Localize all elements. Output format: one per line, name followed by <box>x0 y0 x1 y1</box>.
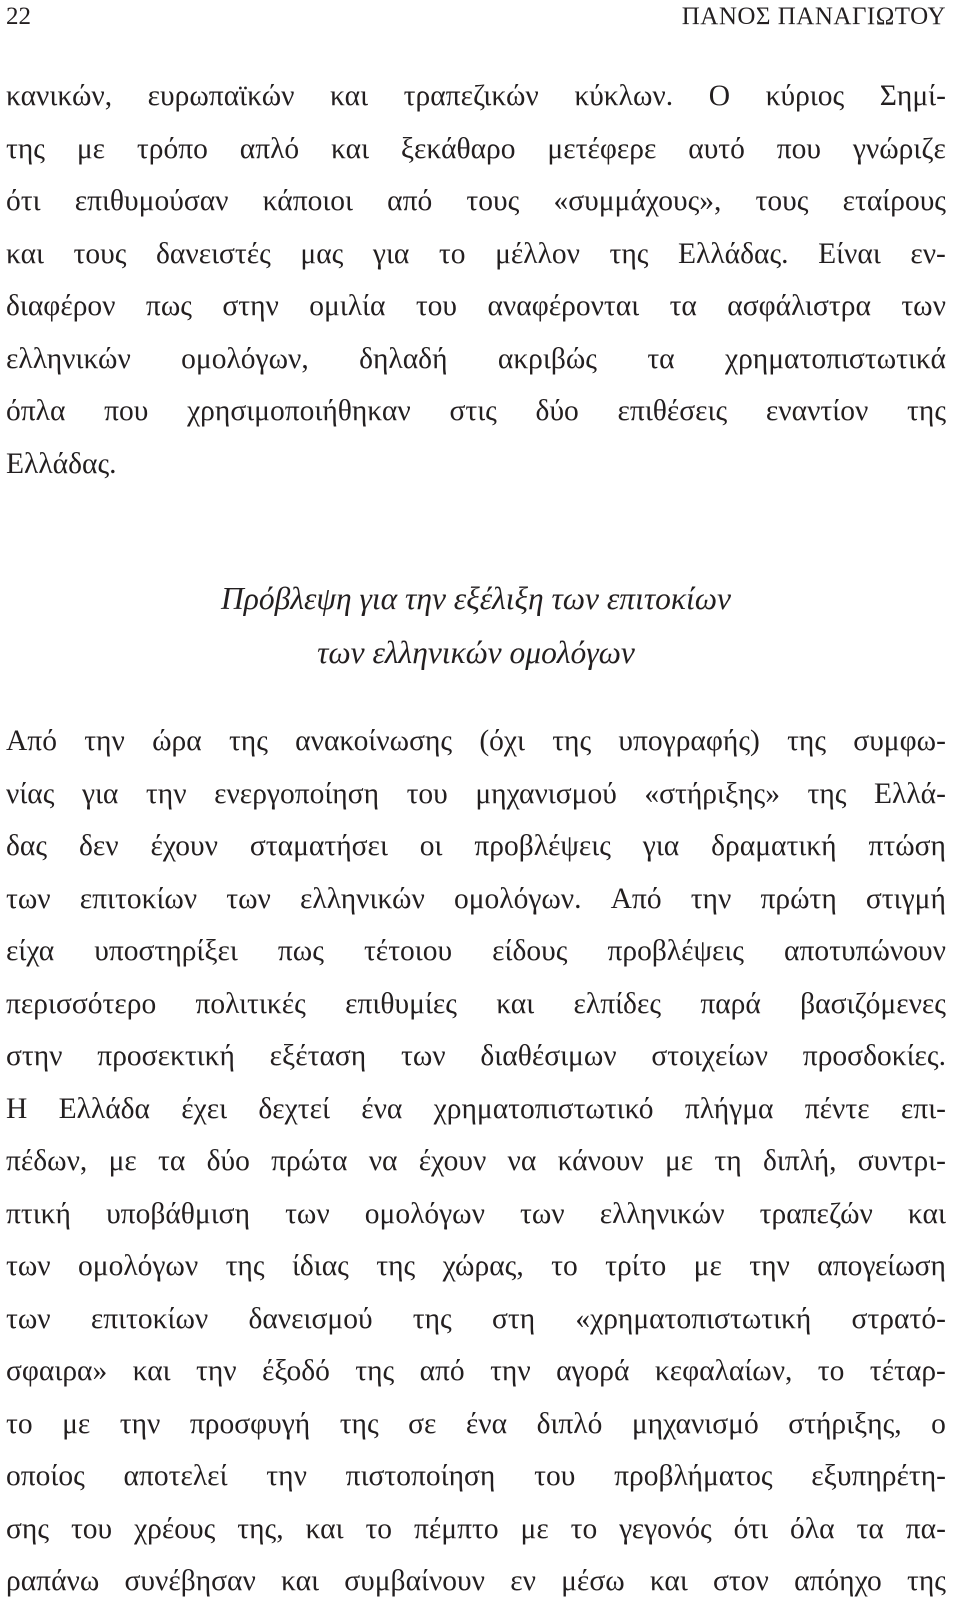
word: κάνουν <box>557 1145 644 1177</box>
word: ότι <box>733 1512 769 1545</box>
word: των <box>520 1197 565 1230</box>
word: την <box>84 725 125 757</box>
word: της <box>412 1302 452 1335</box>
word: κανικών, <box>6 80 113 112</box>
word: με <box>664 1145 694 1177</box>
word: της <box>228 725 268 757</box>
word: ραπάνω <box>6 1565 100 1597</box>
word: προβλέψεις <box>607 935 744 967</box>
section-heading-line-2: των ελληνικών ομολόγων <box>317 635 635 670</box>
word: δεχτεί <box>258 1092 330 1125</box>
word: πέντε <box>804 1092 870 1125</box>
word: αγορά <box>556 1355 630 1387</box>
text-line <box>6 1503 946 1556</box>
word: δανεισμού <box>248 1302 373 1335</box>
word: υποστηρίξει <box>94 935 238 967</box>
word: πιστοποίηση <box>345 1460 496 1492</box>
word: μας <box>300 237 344 270</box>
word: έχει <box>181 1092 228 1125</box>
word: το <box>817 1355 845 1387</box>
word: όλα <box>790 1512 835 1545</box>
word: του <box>415 290 458 322</box>
word: της <box>906 1565 946 1597</box>
book-page <box>6 0 946 1602</box>
word: δραματική <box>711 830 837 862</box>
word: ανακοίνωσης <box>295 725 453 757</box>
word: διπλό <box>536 1407 603 1440</box>
word: και <box>496 987 535 1020</box>
word: πέμπτο <box>413 1512 499 1545</box>
word: ενεργοποίηση <box>214 777 380 810</box>
word: ότι <box>6 185 41 217</box>
word: των <box>401 1040 446 1072</box>
word: επιτοκίων <box>79 882 198 915</box>
text-line <box>6 385 946 438</box>
word: και <box>132 1355 171 1387</box>
word: τα <box>669 290 697 322</box>
word: σης <box>6 1512 50 1545</box>
word: εξυπηρέτη- <box>811 1460 946 1492</box>
word: ευρωπαϊκών <box>147 80 295 112</box>
text-line <box>6 333 946 386</box>
word: τρίτο <box>605 1250 667 1282</box>
word: το <box>551 1250 578 1282</box>
word: Σημί- <box>879 80 946 112</box>
word: τους <box>466 185 520 217</box>
word: μέλλον <box>495 237 580 270</box>
word: έχουν <box>150 830 218 862</box>
word: που <box>104 395 149 427</box>
word: περισσότερο <box>6 987 157 1020</box>
text-line <box>6 175 946 228</box>
word: Η <box>6 1092 28 1125</box>
word: εξέταση <box>269 1040 367 1072</box>
word: εν- <box>910 237 946 270</box>
text-line <box>6 715 946 768</box>
text-line <box>6 768 946 821</box>
word: την <box>119 1407 161 1440</box>
word: την <box>490 1355 531 1387</box>
word: το <box>365 1512 393 1545</box>
word: την <box>196 1355 237 1387</box>
word: κεφαλαίων, <box>654 1355 793 1387</box>
word: στοιχείων <box>651 1040 769 1072</box>
word: τα <box>158 1145 186 1177</box>
word: Από <box>6 725 57 757</box>
word: Ελλάδας. <box>6 447 117 480</box>
word: πλήγμα <box>684 1092 774 1125</box>
word: προσδοκίες. <box>802 1040 946 1072</box>
word: πρώτη <box>760 882 837 915</box>
word: και <box>907 1197 946 1230</box>
word: με <box>520 1512 549 1545</box>
word: εταίρους <box>842 185 946 217</box>
word: της <box>807 777 847 810</box>
word: κύκλων. <box>574 80 674 112</box>
word: νίας <box>6 777 55 810</box>
word: δηλαδή <box>359 342 448 375</box>
word: επιθυμούσαν <box>74 185 229 217</box>
word: κάποιοι <box>262 185 353 217</box>
word: ξεκάθαρο <box>400 132 516 165</box>
word: απλό <box>239 132 300 165</box>
word: γεγονός <box>619 1512 712 1545</box>
text-line <box>6 1555 946 1608</box>
word: μετέφερε <box>547 132 657 165</box>
word: ομιλία <box>309 290 386 322</box>
text-line <box>6 438 946 491</box>
word: της <box>787 725 827 757</box>
word: πως <box>277 935 324 967</box>
word: και <box>649 1565 688 1597</box>
text-line <box>6 1083 946 1136</box>
word: διπλή, <box>762 1145 837 1177</box>
word: δύο <box>206 1145 250 1177</box>
word: των <box>6 1250 51 1282</box>
word: Ελλάδας. <box>678 237 789 270</box>
word: αυτό <box>688 132 745 165</box>
word: Ελλά- <box>874 777 946 810</box>
word: πως <box>145 290 192 322</box>
text-line <box>6 1240 946 1293</box>
word: της <box>376 1250 416 1282</box>
text-line <box>6 1030 946 1083</box>
word: ομολόγων, <box>181 342 309 375</box>
word: όπλα <box>6 395 66 427</box>
word: την <box>690 882 732 915</box>
word: του <box>406 777 448 810</box>
word: προσεκτική <box>97 1040 235 1072</box>
word: δας <box>6 830 48 862</box>
word: των <box>6 1302 51 1335</box>
word: με <box>62 1407 91 1440</box>
word: χρηματοπιστωτικό <box>433 1092 654 1125</box>
word: ένα <box>465 1407 508 1440</box>
word: συμφω- <box>853 725 946 757</box>
word: Ο <box>708 80 731 112</box>
paragraph-2 <box>6 715 946 1608</box>
text-line <box>6 1188 946 1241</box>
word: Είναι <box>818 237 881 270</box>
word: πρώτα <box>271 1145 348 1177</box>
word: του <box>534 1460 576 1492</box>
word: «συμμάχους», <box>553 185 722 217</box>
word: συντρι- <box>857 1145 946 1177</box>
word: τέτοιου <box>363 935 453 967</box>
word: επι- <box>900 1092 946 1125</box>
word: των <box>285 1197 330 1230</box>
word: με <box>693 1250 722 1282</box>
word: ομολόγων <box>364 1197 485 1230</box>
word: έχουν <box>418 1145 487 1177</box>
word: της <box>355 1355 395 1387</box>
word: τραπεζών <box>759 1197 873 1230</box>
word: με <box>108 1145 137 1177</box>
word: οποίος <box>6 1460 85 1492</box>
running-title: ΠΑΝΟΣ ΠΑΝΑΓΙΩΤΟΥ <box>681 3 946 30</box>
text-line <box>6 1135 946 1188</box>
word: να <box>507 1145 537 1177</box>
word: την <box>749 1250 790 1282</box>
word: τέταρ- <box>869 1355 946 1387</box>
word: δανειστές <box>156 237 271 270</box>
section-heading <box>6 572 946 680</box>
word: στην <box>222 290 279 322</box>
word: διαφέρον <box>6 290 116 322</box>
word: παρά <box>700 987 761 1020</box>
word: ελληνικών <box>300 882 425 915</box>
word: και <box>331 132 370 165</box>
word: (όχι <box>479 725 525 757</box>
word: ελληνικών <box>6 342 131 375</box>
word: εν <box>510 1565 536 1597</box>
word: και <box>330 80 369 112</box>
word: ελπίδες <box>573 987 662 1020</box>
word: στη <box>491 1302 536 1335</box>
word: αποτελεί <box>123 1460 228 1492</box>
word: στιγμή <box>865 882 946 915</box>
word: τρόπο <box>136 132 208 165</box>
word: υποβάθμιση <box>106 1197 250 1230</box>
word: χώρας, <box>442 1250 524 1282</box>
text-line <box>6 70 946 123</box>
text-line <box>6 1450 946 1503</box>
running-header <box>6 0 946 34</box>
word: έξοδό <box>262 1355 330 1387</box>
word: πέδων, <box>6 1145 88 1177</box>
word: Από <box>610 882 662 915</box>
text-line <box>6 873 946 926</box>
word: συμβαίνουν <box>344 1565 485 1597</box>
word: οι <box>419 830 443 862</box>
word: υπογραφής) <box>618 725 760 757</box>
word: τους <box>73 237 127 270</box>
word: και <box>281 1565 320 1597</box>
word: των <box>901 290 946 322</box>
word: σφαιρα» <box>6 1355 108 1387</box>
text-line <box>6 1293 946 1346</box>
word: ελληνικών <box>599 1197 725 1230</box>
word: προσφυγή <box>189 1407 311 1440</box>
word: είχα <box>6 935 55 967</box>
word: των <box>6 882 51 915</box>
word: απογείωση <box>817 1250 946 1282</box>
section-heading-line-1: Πρόβλεψη για την εξέλιξη των επιτοκίων <box>221 581 731 616</box>
word: μέσω <box>561 1565 625 1597</box>
word: το <box>438 237 466 270</box>
word: σταματήσει <box>249 830 388 862</box>
word: αναφέρονται <box>487 290 640 322</box>
word: διαθέσιμων <box>480 1040 617 1072</box>
word: Ελλάδα <box>58 1092 151 1125</box>
text-line <box>6 123 946 176</box>
word: και <box>305 1512 344 1545</box>
word: της <box>609 237 649 270</box>
word: πτική <box>6 1197 71 1230</box>
word: σε <box>408 1407 437 1440</box>
word: «στήριξης» <box>644 777 780 810</box>
word: κύριος <box>765 80 845 112</box>
word: μηχανισμό <box>631 1407 759 1440</box>
word: τα <box>647 342 675 375</box>
text-line <box>6 978 946 1031</box>
word: γνώριζε <box>852 132 946 165</box>
word: από <box>387 185 433 217</box>
text-line <box>6 1345 946 1398</box>
word: βασιζόμενες <box>800 987 946 1020</box>
word: πα- <box>905 1512 946 1545</box>
page-number: 22 <box>6 3 31 30</box>
word: επιθυμίες <box>345 987 457 1020</box>
word: δύο <box>535 395 579 427</box>
word: στις <box>449 395 497 427</box>
word: το <box>6 1407 33 1440</box>
paragraph-1 <box>6 70 946 490</box>
word: που <box>776 132 822 165</box>
word: από <box>419 1355 465 1387</box>
word: «χρηματοπιστωτική <box>575 1302 812 1335</box>
word: χρηματοπιστωτικά <box>724 342 946 375</box>
word: ο <box>931 1407 946 1440</box>
word: του <box>70 1512 113 1545</box>
word: της <box>907 395 946 427</box>
word: για <box>642 830 680 862</box>
word: και <box>6 237 44 270</box>
word: τραπεζικών <box>403 80 539 112</box>
word: πτώση <box>868 830 946 862</box>
word: ομολόγων <box>78 1250 199 1282</box>
word: ίδιας <box>291 1250 349 1282</box>
text-line <box>6 1398 946 1451</box>
word: στον <box>713 1565 769 1597</box>
word: τη <box>714 1145 742 1177</box>
word: επιθέσεις <box>617 395 728 427</box>
word: της <box>6 132 45 165</box>
word: ένα <box>361 1092 403 1125</box>
word: εναντίον <box>765 395 869 427</box>
word: της <box>225 1250 265 1282</box>
word: με <box>76 132 106 165</box>
word: στην <box>6 1040 63 1072</box>
word: επιτοκίων <box>90 1302 209 1335</box>
word: απόηχο <box>794 1565 882 1597</box>
word: των <box>226 882 271 915</box>
word: τους <box>755 185 809 217</box>
word: της, <box>237 1512 284 1545</box>
word: πολιτικές <box>195 987 306 1020</box>
word: της <box>339 1407 379 1440</box>
text-line <box>6 820 946 873</box>
word: ακριβώς <box>497 342 597 375</box>
word: ώρα <box>152 725 202 757</box>
word: στήριξης, <box>788 1407 902 1440</box>
text-line <box>6 280 946 333</box>
word: μηχανισμού <box>475 777 617 810</box>
word: την <box>266 1460 307 1492</box>
word: προβλήματος <box>614 1460 773 1492</box>
word: να <box>368 1145 398 1177</box>
word: ομολόγων. <box>453 882 582 915</box>
word: συνέβησαν <box>124 1565 256 1597</box>
text-line <box>6 228 946 281</box>
word: της <box>552 725 592 757</box>
word: ασφάλιστρα <box>727 290 871 322</box>
word: χρέους <box>134 1512 216 1545</box>
word: στρατό- <box>851 1302 946 1335</box>
word: για <box>81 777 119 810</box>
word: αποτυπώνουν <box>784 935 946 967</box>
word: προβλέψεις <box>474 830 611 862</box>
word: την <box>145 777 187 810</box>
word: το <box>570 1512 598 1545</box>
word: τα <box>856 1512 884 1545</box>
word: για <box>372 237 410 270</box>
text-line <box>6 925 946 978</box>
word: χρησιμοποιήθηκαν <box>187 395 411 427</box>
word: είδους <box>492 935 568 967</box>
word: δεν <box>78 830 119 862</box>
